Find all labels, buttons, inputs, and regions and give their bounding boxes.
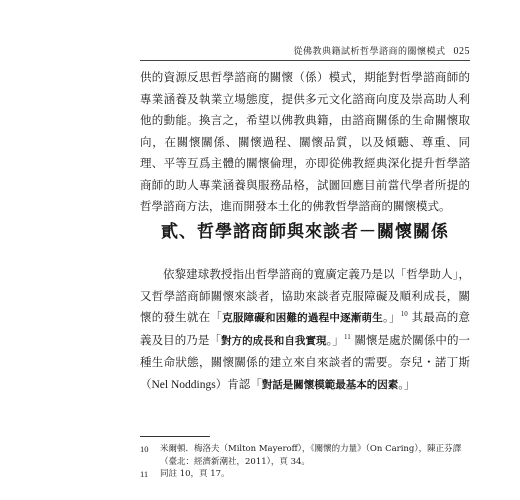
text-segment: 。」 (383, 310, 401, 324)
author-name-latin: Nel Noddings (151, 378, 216, 391)
text-segment: 。」 (326, 332, 344, 347)
running-header (140, 44, 470, 57)
quote-highlight: 對話是關懷模範最基本的因素 (261, 378, 399, 391)
footnote-rule (140, 436, 210, 437)
footnote-ref[interactable]: 10 (400, 310, 408, 319)
footnote-item (140, 443, 470, 468)
running-title: 從佛教典籍試析哲學諮商的關懷模式 (293, 47, 446, 57)
footnote-text: 同註 10，頁 17。 (160, 469, 230, 479)
quote-highlight: 克服障礙和困難的過程中逐漸萌生 (222, 312, 384, 324)
text-segment: 關懷是處於關係中的一種生命狀態，關懷關係的建立來自來談者的需要。奈兒・諾丁斯（ (140, 332, 471, 391)
paragraph-caring-relationship (140, 264, 470, 396)
text-segment: 其最高的意義及目的乃是「 (140, 310, 471, 347)
footnote-number: 10 (140, 444, 149, 454)
text-segment: 。」 (398, 376, 416, 391)
header-rule (140, 60, 470, 61)
footnote-text: 米爾頓．梅洛夫（Milton Mayeroff），《關懷的力量》（On Caring），陳正芬譯（臺北：經濟新潮社，2011），頁 34。 (160, 444, 462, 467)
page-number: 025 (453, 46, 470, 57)
text-segment: ）肯認「 (215, 376, 262, 391)
paragraph-intro-text: 供的資源反思哲學諮商的關懷（係）模式，期能對哲學諮商師的專業涵養及執業立場態度，提供多元文化諮商向度及崇高助人利他的動能。換言之，希望以佛教典籍，由諮商關係的生命關懷取向，在關懷關係、關懷過程、關懷品質，以及傾聽、尊重、同理、平等互爲主體的關懷倫理，亦即從佛教經典深化提升哲學諮商師的助人專業涵養與服務品格，試圖回應目前當代學者所提的哲學諮商方法，進而開發本土化的佛教哲學諮商的關懷模式。 (140, 70, 470, 213)
footnote-ref[interactable]: 11 (343, 332, 351, 341)
paragraph-caring-text (140, 264, 470, 396)
footnote-item (140, 468, 470, 481)
section-heading: 貳、哲學諮商師與來談者－關懷關係 (161, 222, 449, 242)
footnotes (140, 443, 470, 481)
quote-highlight: 對方的成長和自我實現 (220, 334, 327, 347)
footnote-number: 11 (140, 469, 149, 479)
paragraph-intro (140, 67, 470, 218)
text-segment: 依黎建球教授指出哲學諮商的寬廣定義乃是以「哲學助人」，又哲學諮商師關懷來談者，協助來談者克服障礙及順利成長，關懷的發生就在「 (140, 267, 470, 324)
